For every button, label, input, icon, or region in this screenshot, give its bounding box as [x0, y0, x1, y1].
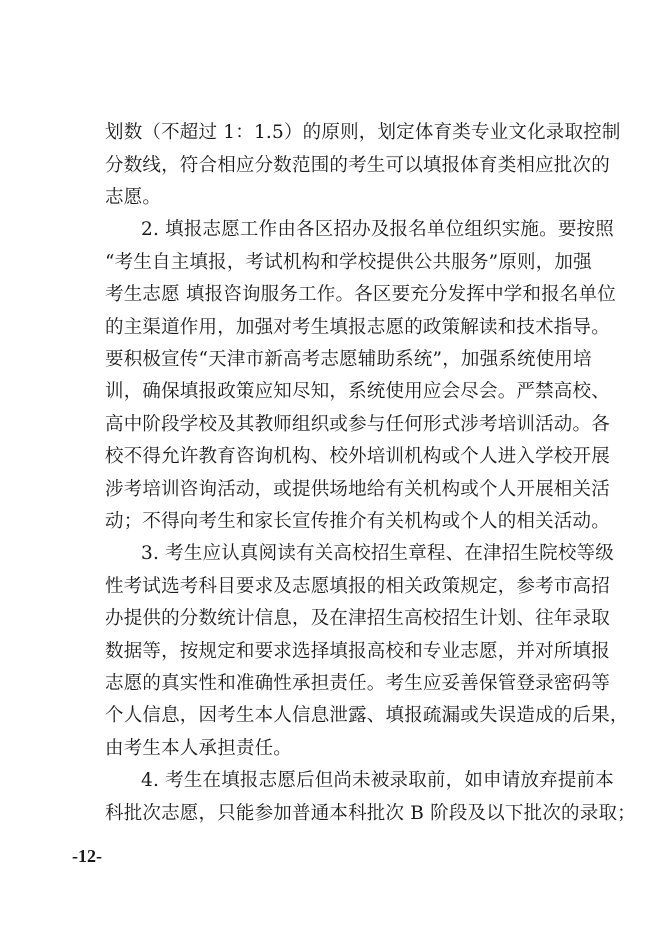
text-line: 划数（不超过 1：1.5）的原则，划定体育类专业文化录取控制 [105, 122, 621, 143]
text-line: 志愿。 [105, 187, 162, 208]
text-line: 考生志愿 填报咨询服务工作。各区要充分发挥中学和报名单位 [105, 284, 616, 305]
text-line: 涉考培训咨询活动，或提供场地给有关机构或个人开展相关活 [105, 479, 610, 500]
text-line: 校不得允许教育咨询机构、校外培训机构或个人进入学校开展 [105, 446, 610, 467]
text-line: 要积极宣传“天津市新高考志愿辅助系统”，加强系统使用培 [105, 349, 592, 370]
paragraph-2-first-line: 2. 填报志愿工作由各区招办及报名单位组织实施。要按照 [141, 219, 614, 240]
text-line: 训，确保填报政策应知尽知，系统使用应会尽会。严禁高校、 [105, 381, 610, 402]
paragraph-4-first-line: 4. 考生在填报志愿后但尚未被录取前，如申请放弃提前本 [141, 770, 614, 791]
text-line: 数据等，按规定和要求选择填报高校和专业志愿，并对所填报 [105, 641, 610, 662]
text-line: 高中阶段学校及其教师组织或参与任何形式涉考培训活动。各 [105, 414, 610, 435]
text-line: “考生自主填报，考试机构和学校提供公共服务”原则，加强 [105, 252, 592, 273]
text-line: 个人信息，因考生本人信息泄露、填报疏漏或失误造成的后果， [105, 705, 629, 726]
paragraph-3-first-line: 3. 考生应认真阅读有关高校招生章程、在津招生院校等级 [141, 543, 614, 564]
text-line: 动；不得向考生和家长宣传推介有关机构或个人的相关活动。 [105, 511, 610, 532]
text-line: 性考试选考科目要求及志愿填报的相关政策规定，参考市高招 [105, 576, 610, 597]
text-line: 由考生本人承担责任。 [105, 738, 293, 759]
text-line: 的主渠道作用，加强对考生填报志愿的政策解读和技术指导。 [105, 317, 610, 338]
page-number: -12- [72, 846, 102, 866]
text-line: 志愿的真实性和准确性承担责任。考生应妥善保管登录密码等 [105, 673, 610, 694]
text-line: 分数线，符合相应分数范围的考生可以填报体育类相应批次的 [105, 155, 610, 176]
text-line: 办提供的分数统计信息，及在津招生高校招生计划、往年录取 [105, 608, 610, 629]
text-line: 科批次志愿，只能参加普通本科批次 B 阶段及以下批次的录取； [105, 803, 636, 824]
